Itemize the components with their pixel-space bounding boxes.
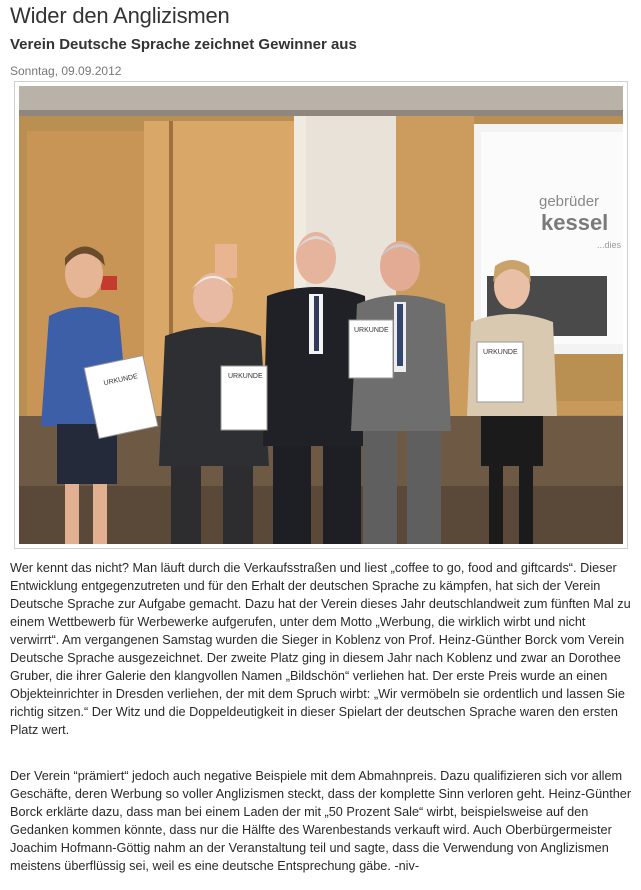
- article-date: Sonntag, 09.09.2012: [10, 64, 122, 78]
- certificate-3: [349, 320, 393, 378]
- screen-text-2: kessel: [541, 210, 609, 235]
- certificate-1-label: URKUNDE: [103, 373, 139, 388]
- certificate-2-label: URKUNDE: [228, 373, 263, 380]
- certificate-4: [477, 342, 523, 402]
- article-photo: [14, 81, 628, 549]
- certificate-4-label: URKUNDE: [483, 349, 518, 356]
- article-subtitle: Verein Deutsche Sprache zeichnet Gewinner aus: [10, 36, 357, 53]
- article-title: Wider den Anglizismen: [10, 3, 230, 28]
- award-ceremony-photo: [19, 86, 623, 544]
- screen-text-3: ...dies: [597, 240, 622, 250]
- certificate-3-label: URKUNDE: [354, 327, 389, 334]
- screen-text-1: gebrüder: [539, 193, 600, 210]
- article-paragraph-2: Der Verein “prämiert“ jedoch auch negative Beispiele mit dem Abmahnpreis. Dazu qualifizieren sich vor allem Geschäfte, deren Werbung so voller Anglizismen steckt, dass der komplette Sinn verloren geht. Heinz-Günther Borck erklärte dazu, dass man bei einem Laden der mit „50 Prozent Sale“ wirbt, beispielsweise auf den Gedanken kommen könnte, dass nur die Hälfte des Warenbestands verkauft wird. Auch Oberbürgermeister Joachim Hofmann-Göttig nahm an der Veranstaltung teil und sagte, dass die Verwendung von Anglizismen meistens überflüssig sei, weil es eine deutsche Entsprechung gäbe. -niv-: [10, 769, 632, 873]
- article-paragraph-1: Wer kennt das nicht? Man läuft durch die Verkaufsstraßen und liest „coffee to go, food and giftcards“. Dieser Entwicklung entgegenzutreten und für den Erhalt der deutschen Sprache zu kämpfen, hat sich der Verein Deutsche Sprache zur Aufgabe gemacht. Dazu hat der Verein dieses Jahr deutschlandweit zum fünften Mal zu einem Wettbewerb für Werbewerke aufgerufen, unter dem Motto „Werbung, die wirklich wirbt und nicht verwirrt“. Am vergangenen Samstag wurden die Sieger in Koblenz von Prof. Heinz-Günther Borck vom Verein Deutsche Sprache ausgezeichnet. Der zweite Platz ging in diesem Jahr nach Koblenz und zwar an Dorothee Gruber, die ihrer Galerie den klangvollen Namen „Bildschön“ verliehen hat. Der erste Preis wurde an einen Objekteinrichter in Dresden verliehen, der mit dem Spruch wirbt: „Wir vermöbeln sie ordentlich und lassen Sie richtig sitzen.“ Der Witz und die Doppeldeutigkeit in dieser Spielart der deutschen Sprache waren den ersten Platz wert.: [10, 561, 631, 737]
- certificate-2: [221, 366, 267, 430]
